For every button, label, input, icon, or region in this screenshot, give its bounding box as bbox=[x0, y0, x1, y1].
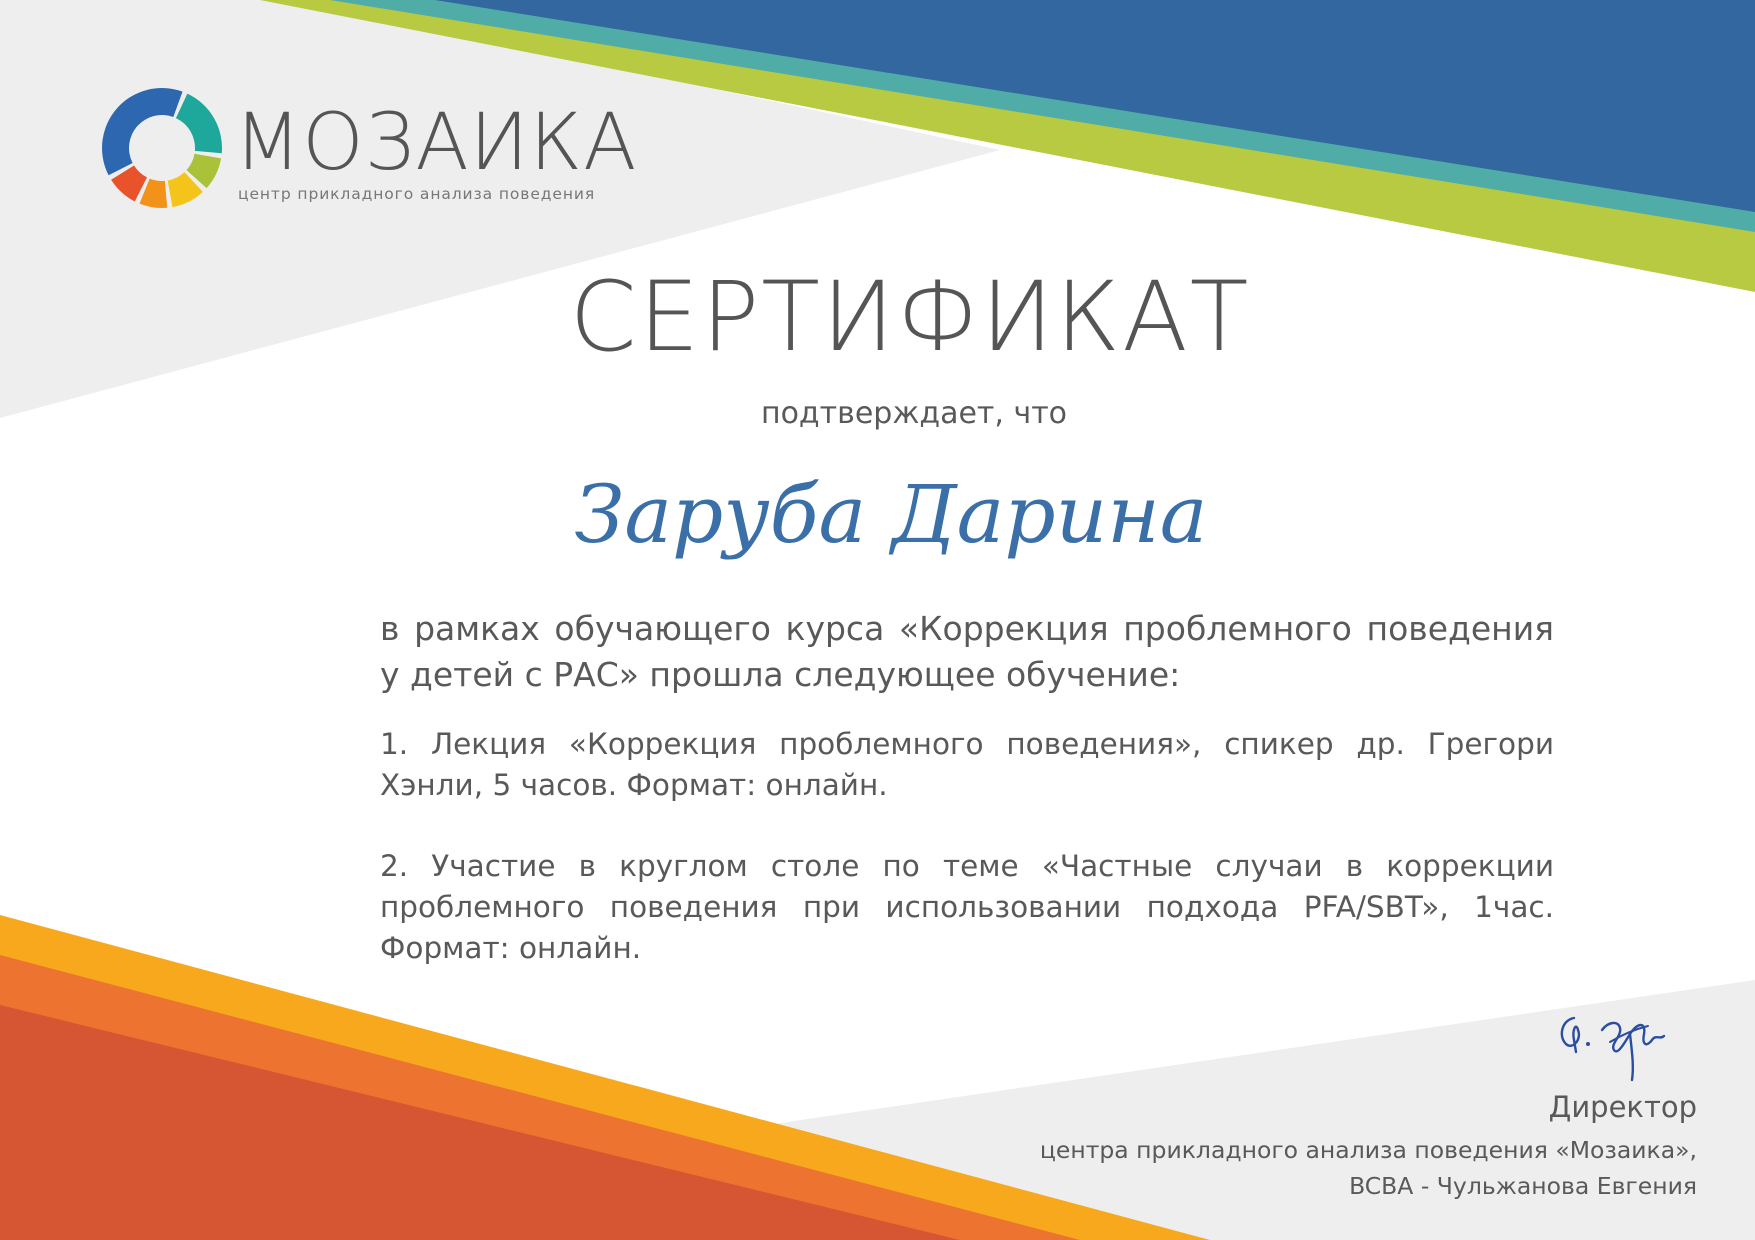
logo-tagline: центр прикладного анализа поведения bbox=[238, 185, 596, 203]
signer-organization: центра прикладного анализа поведения «Мозаика», bbox=[1039, 1136, 1697, 1164]
recipient-name: Заруба Дарина bbox=[574, 468, 1208, 561]
signer-name: BCBA - Чульжанова Евгения bbox=[1349, 1172, 1697, 1200]
mosaic-ring-icon bbox=[100, 86, 224, 210]
certificate-title: СЕРТИФИКАТ bbox=[569, 261, 1251, 373]
signer-block bbox=[1040, 1088, 1697, 1204]
logo-ring-segment bbox=[176, 94, 222, 154]
certificate-subtitle: подтверждает, что bbox=[760, 396, 1068, 431]
logo-name: МОЗАИКА bbox=[234, 98, 638, 188]
logo-ring-segment bbox=[102, 88, 183, 175]
course-intro: в рамках обучающего курса «Коррекция проблемного поведения у детей с РАС» прошла следующее обучение: bbox=[380, 609, 1554, 694]
training-item-2: 2. Участие в круглом столе по теме «Частные случаи в коррекции проблемного поведения при использовании подхода PFA/SBT», 1час. Формат: онлайн. bbox=[380, 849, 1554, 965]
logo bbox=[100, 86, 640, 216]
signer-title: Директор bbox=[1548, 1090, 1697, 1124]
handwritten-signature bbox=[1552, 1000, 1692, 1090]
training-item-1: 1. Лекция «Коррекция проблемного поведения», спикер др. Грегори Хэнли, 5 часов. Формат: онлайн. bbox=[380, 727, 1554, 802]
